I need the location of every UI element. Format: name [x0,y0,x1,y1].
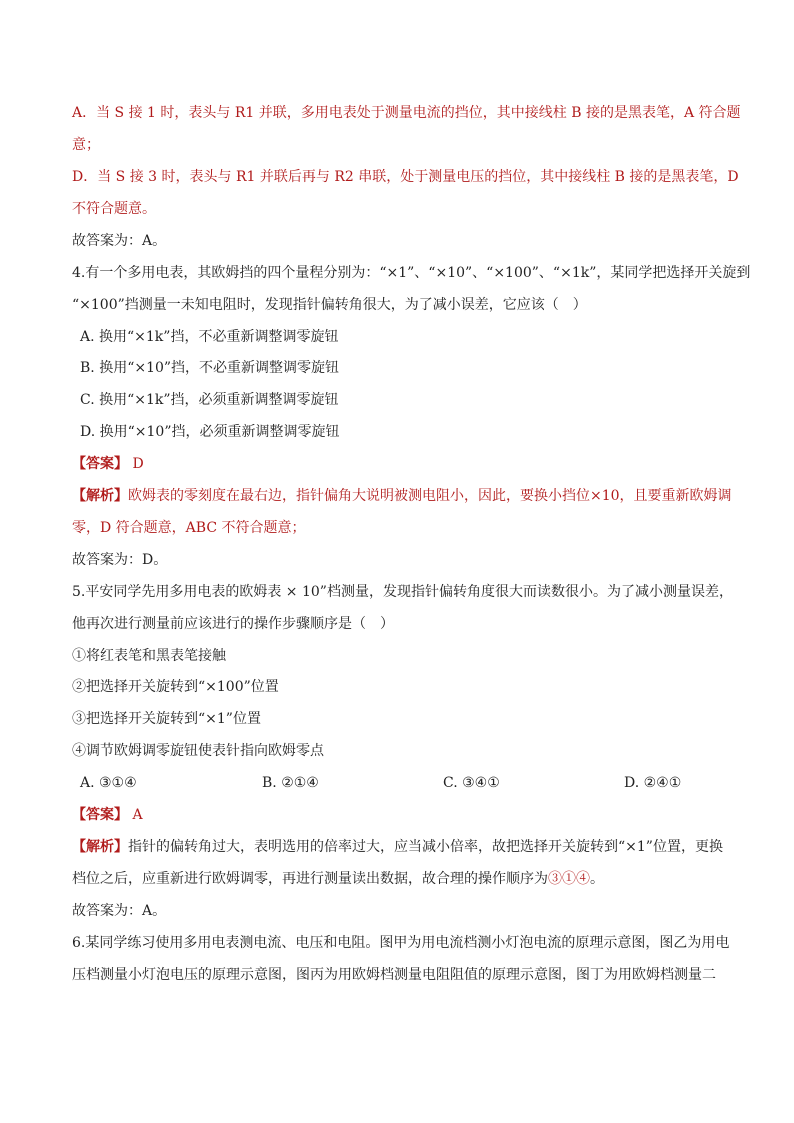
q5-analysis-label: 【解析】 [72,839,128,855]
q5-answer-label: 【答案】 [72,807,128,823]
q5-analysis-line1 [72,837,732,857]
q5-analysis-text2: 档位之后，应重新进行欧姆调零，再进行测量读出数据，故合理的操作顺序为 [72,871,548,887]
q4-option-d: D. 换用“×10”挡，必须重新调整调零旋钮 [80,424,340,440]
q5-analysis-order: ③①④ [548,871,590,887]
q5-analysis-text1: 指针的偏转角过大，表明选用的倍率过大，应当减小倍率，故把选择开关旋转到“×1”位置，更换 [128,839,723,855]
q4-conclusion: 故答案为：D。 [72,552,168,568]
q3-option-d-line2: 不符合题意。 [72,201,156,217]
q4-option-b: B. 换用“×10”挡，不必重新调整调零旋钮 [80,360,340,376]
q6-stem-line1: 6.某同学练习使用多用电表测电流、电压和电阻。图甲为用电流档测小灯泡电流的原理示意图，图乙为用电 [72,935,730,951]
q5-conclusion: 故答案为：A。 [72,903,167,919]
q4-analysis-line2: 零，D 符合题意，ABC 不符合题意； [72,520,306,536]
q5-stem-line1: 5.平安同学先用多用电表的欧姆表 × 10”档测量，发现指针偏转角度很大而读数很小。为了减小测量误差， [72,584,733,600]
q3-conclusion: 故答案为：A。 [72,233,167,249]
q4-answer-label: 【答案】 [72,456,128,472]
q4-analysis-label: 【解析】 [72,488,128,504]
q5-step-1: ①将红表笔和黑表笔接触 [72,648,226,664]
q6-stem-line2: 压档测量小灯泡电压的原理示意图，图丙为用欧姆档测量电阻阻值的原理示意图，图丁为用欧姆档测量二 [72,967,716,983]
q4-answer-value: D [132,456,144,472]
q4-analysis-line1 [72,486,732,506]
q4-analysis-text1: 欧姆表的零刻度在最右边，指针偏角大说明被测电阻小，因此，要换小挡位×10，且要重新欧姆调 [128,488,732,504]
q5-analysis-line2 [72,869,732,889]
q5-step-4: ④调节欧姆调零旋钮使表针指向欧姆零点 [72,743,324,759]
q5-option-b: B. ②①④ [262,775,319,791]
q5-analysis-end: 。 [590,871,604,887]
q4-stem-line2: “×100”挡测量一未知电阻时，发现指针偏转角很大，为了减小误差，它应该（ ） [72,297,587,313]
q5-option-c: C. ③④① [443,775,500,791]
q3-option-d-line1: D．当 S 接 3 时，表头与 R1 并联后再与 R2 串联，处于测量电压的挡位，其中接线柱 B 接的是黑表笔，D [72,169,739,185]
q3-option-a-line1: A．当 S 接 1 时，表头与 R1 并联，多用电表处于测量电流的挡位，其中接线柱 B 接的是黑表笔，A 符合题 [72,105,741,121]
q4-option-c: C. 换用“×1k”挡，必须重新调整调零旋钮 [80,392,339,408]
q3-option-a-line2: 意； [72,137,100,153]
q5-stem-line2: 他再次进行测量前应该进行的操作步骤顺序是（ ） [72,616,394,632]
q5-step-3: ③把选择开关旋转到“×1”位置 [72,711,261,727]
q4-answer [72,454,732,474]
q5-option-d: D. ②④① [624,775,682,791]
q4-option-a: A. 换用“×1k”挡，不必重新调整调零旋钮 [80,329,339,345]
q5-option-a: A. ③①④ [80,775,137,791]
q5-answer [72,805,732,825]
q5-answer-value: A [132,807,143,823]
q5-step-2: ②把选择开关旋转到“×100”位置 [72,679,279,695]
q4-stem-line1: 4.有一个多用电表，其欧姆挡的四个量程分别为：“×1”、“×10”、“×100”、“×1k”，某同学把选择开关旋到 [72,265,751,281]
